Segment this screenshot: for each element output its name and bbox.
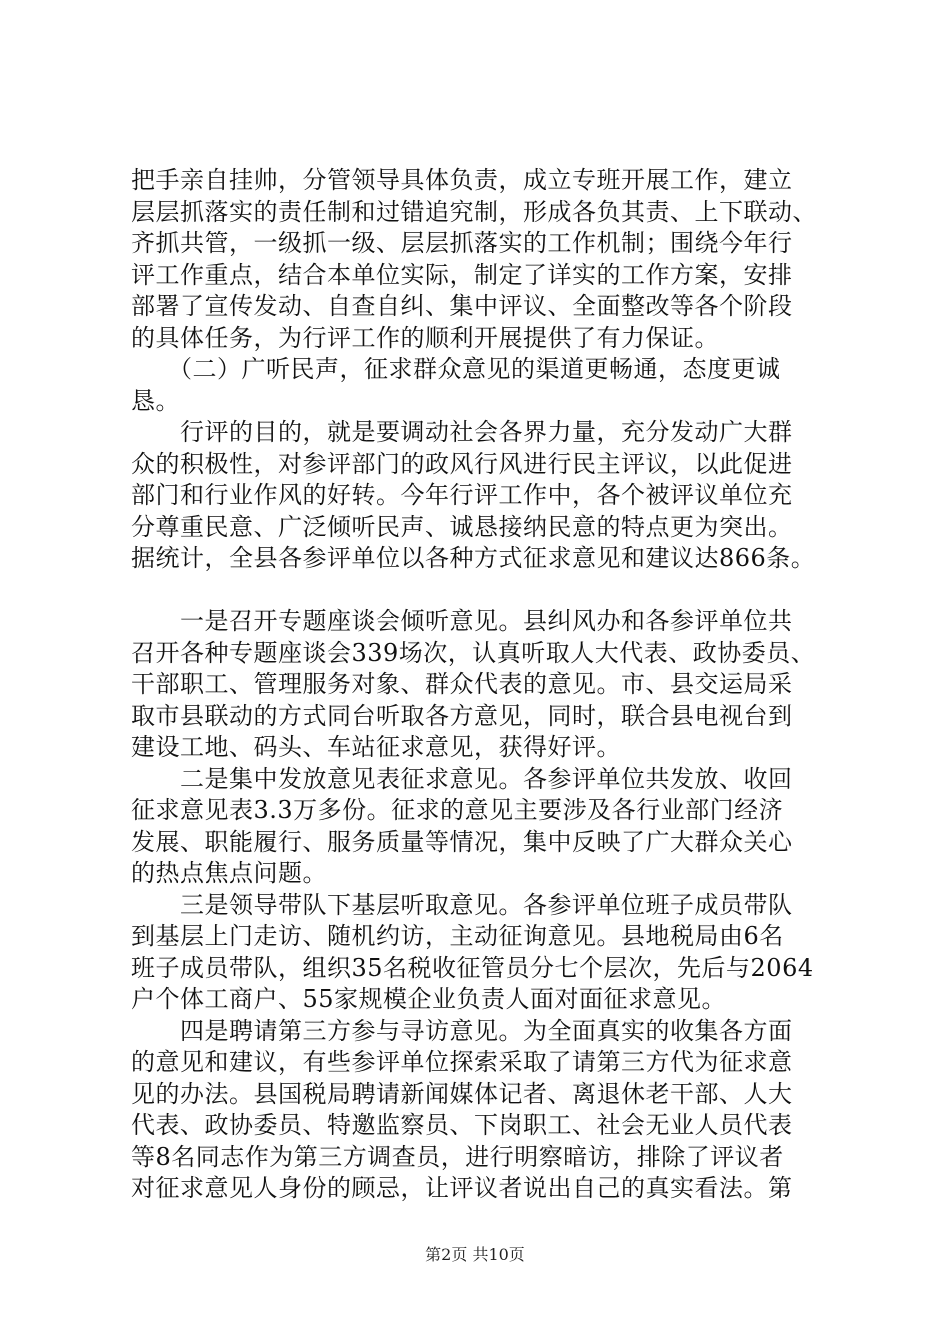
text-line: 层层抓落实的责任制和过错追究制，形成各负其责、上下联动、	[131, 197, 817, 226]
text-line: 的意见和建议，有些参评单位探索采取了请第三方代为征求意	[131, 1048, 793, 1076]
text-line: 四是聘请第三方参与寻访意见。为全面真实的收集各方面	[131, 1016, 793, 1045]
text-line: 建设工地、码头、车站征求意见，获得好评。	[131, 733, 621, 761]
body-text	[131, 165, 831, 1205]
text-line: 对征求意见人身份的顾忌，让评议者说出自己的真实看法。第	[131, 1174, 793, 1202]
text-line: 一是召开专题座谈会倾听意见。县纠风办和各参评单位共	[131, 607, 793, 635]
page-number-label: 第2页 共10页	[425, 1245, 525, 1264]
text-line: 部门和行业作风的好转。今年行评工作中，各个被评议单位充	[131, 481, 793, 509]
text-line: 齐抓共管，一级抓一级、层层抓落实的工作机制；围绕今年行	[131, 229, 793, 257]
text-line: 把手亲自挂帅，分管领导具体负责，成立专班开展工作，建立	[131, 166, 793, 194]
text-line: 召开各种专题座谈会339场次，认真听取人大代表、政协委员、	[131, 638, 816, 667]
section-heading: （二）广听民声，征求群众意见的渠道更畅通，态度更诚	[131, 355, 781, 383]
text-line: 三是领导带队下基层听取意见。各参评单位班子成员带队	[131, 890, 793, 919]
text-line: 等8名同志作为第三方调查员，进行明察暗访，排除了评议者	[131, 1142, 784, 1171]
text-line: 部署了宣传发动、自查自纠、集中评议、全面整改等各个阶段	[131, 292, 793, 320]
text-line: 二是集中发放意见表征求意见。各参评单位共发放、收回	[131, 764, 793, 793]
text-line: 众的积极性，对参评部门的政风行风进行民主评议，以此促进	[131, 449, 793, 478]
text-line: 评工作重点，结合本单位实际，制定了详实的工作方案，安排	[131, 260, 793, 289]
paragraph-gap	[131, 575, 831, 607]
text-line: 据统计，全县各参评单位以各种方式征求意见和建议达866条。	[131, 544, 816, 572]
text-line: 取市县联动的方式同台听取各方意见，同时，联合县电视台到	[131, 701, 793, 730]
page-footer	[0, 1242, 950, 1265]
text-line: 干部职工、管理服务对象、群众代表的意见。市、县交运局采	[131, 670, 793, 698]
text-line: 行评的目的，就是要调动社会各界力量，充分发动广大群	[131, 418, 793, 446]
text-line: 见的办法。县国税局聘请新闻媒体记者、离退休老干部、人大	[131, 1079, 793, 1108]
text-line: 代表、政协委员、特邀监察员、下岗职工、社会无业人员代表	[131, 1111, 793, 1139]
text-line: 的热点焦点问题。	[131, 859, 327, 887]
text-line: 户个体工商户、55家规模企业负责人面对面征求意见。	[131, 985, 727, 1013]
text-line: 的具体任务，为行评工作的顺利开展提供了有力保证。	[131, 323, 719, 352]
text-line: 征求意见表3.3万多份。征求的意见主要涉及各行业部门经济	[131, 796, 784, 824]
section-heading: 恳。	[131, 386, 180, 415]
text-line: 班子成员带队，组织35名税收征管员分七个层次，先后与2064	[131, 953, 814, 982]
text-line: 到基层上门走访、随机约访，主动征询意见。县地税局由6名	[131, 922, 784, 950]
text-line: 发展、职能履行、服务质量等情况，集中反映了广大群众关心	[131, 827, 793, 856]
text-line: 分尊重民意、广泛倾听民声、诚恳接纳民意的特点更为突出。	[131, 512, 793, 541]
